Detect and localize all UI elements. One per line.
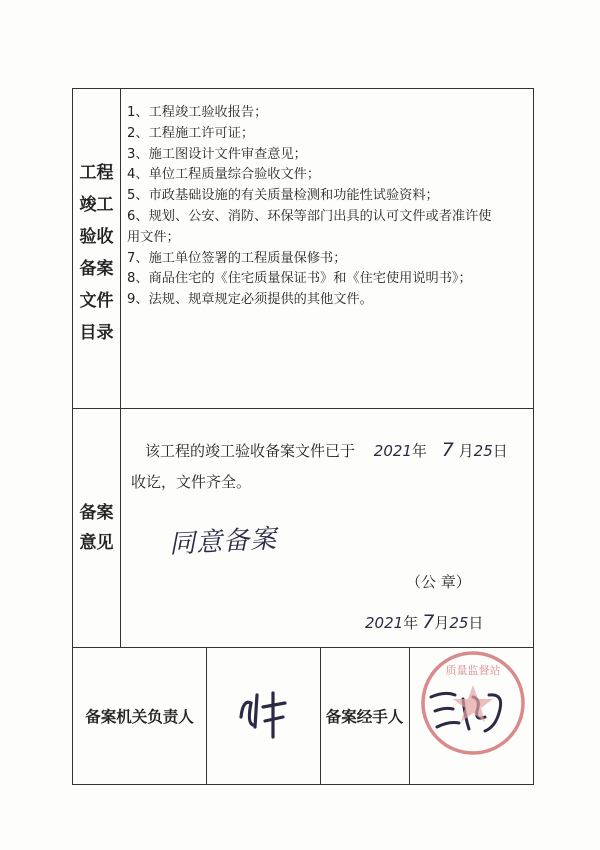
opinion-month-unit: 月 bbox=[458, 442, 474, 460]
list-item: 2、工程施工许可证； bbox=[127, 125, 255, 141]
opinion-text-prefix: 该工程的竣工验收备案文件已于 bbox=[145, 442, 356, 460]
seal-text: 质量监督站 bbox=[445, 664, 501, 677]
catalog-label bbox=[73, 161, 120, 345]
list-item: 9、法规、规章规定必须提供的其他文件。 bbox=[127, 292, 373, 308]
opinion-month: 7 bbox=[441, 439, 454, 461]
handwritten-note: 同意备案 bbox=[168, 524, 278, 560]
date-month-unit: 月 bbox=[434, 614, 450, 632]
divider-sig-3 bbox=[409, 647, 410, 784]
authority-signature bbox=[233, 677, 303, 747]
opinion-line-2: 收讫，文件齐全。 bbox=[131, 473, 252, 491]
opinion-year: 2021 bbox=[373, 442, 412, 460]
catalog-label-5: 文件 bbox=[79, 291, 114, 311]
opinion-label-2: 意见 bbox=[79, 533, 114, 553]
opinion-day: 25 bbox=[473, 442, 493, 460]
catalog-label-4: 备案 bbox=[79, 259, 114, 279]
seal-icon bbox=[418, 648, 528, 758]
date-year-unit: 年 bbox=[403, 614, 419, 632]
opinion-label-1: 备案 bbox=[79, 503, 114, 523]
date-day: 25 bbox=[449, 614, 469, 632]
divider-catalog-opinion bbox=[73, 408, 533, 409]
opinion-date bbox=[365, 611, 483, 633]
list-item: 1、工程竣工验收报告； bbox=[127, 105, 268, 120]
catalog-label-1: 工程 bbox=[79, 163, 114, 183]
list-item-continuation: 用文件； bbox=[127, 229, 180, 245]
opinion-day-unit: 日 bbox=[492, 442, 508, 460]
official-seal bbox=[418, 648, 528, 758]
divider-label-column bbox=[120, 89, 121, 647]
divider-sig-1 bbox=[206, 647, 207, 784]
authority-label: 备案机关负责人 bbox=[85, 707, 194, 726]
date-year: 2021 bbox=[365, 614, 404, 632]
list-item: 7、施工单位签署的工程质量保修书； bbox=[127, 250, 347, 266]
list-item: 5、市政基础设施的有关质量检测和功能性试验资料； bbox=[127, 188, 439, 204]
catalog-label-2: 竣工 bbox=[79, 195, 114, 215]
list-item: 4、单位工程质量综合验收文件； bbox=[127, 167, 321, 183]
catalog-label-3: 验收 bbox=[79, 227, 114, 247]
catalog-list bbox=[127, 103, 529, 311]
handler-label: 备案经手人 bbox=[325, 707, 404, 726]
opinion-line-1 bbox=[145, 435, 545, 466]
opinion-year-unit: 年 bbox=[411, 442, 427, 460]
list-item: 3、施工图设计文件审查意见； bbox=[127, 146, 307, 162]
authority-signature-drawing bbox=[233, 677, 303, 747]
list-item: 8、商品住宅的《住宅质量保证书》和《住宅使用说明书》； bbox=[127, 271, 472, 287]
catalog-label-6: 目录 bbox=[79, 323, 114, 343]
seal-label: （公 章） bbox=[406, 573, 471, 591]
opinion-label bbox=[73, 501, 120, 555]
date-month: 7 bbox=[422, 611, 435, 633]
list-item: 6、规划、公安、消防、环保等部门出具的认可文件或者准许使 bbox=[127, 208, 492, 224]
date-day-unit: 日 bbox=[468, 614, 484, 632]
